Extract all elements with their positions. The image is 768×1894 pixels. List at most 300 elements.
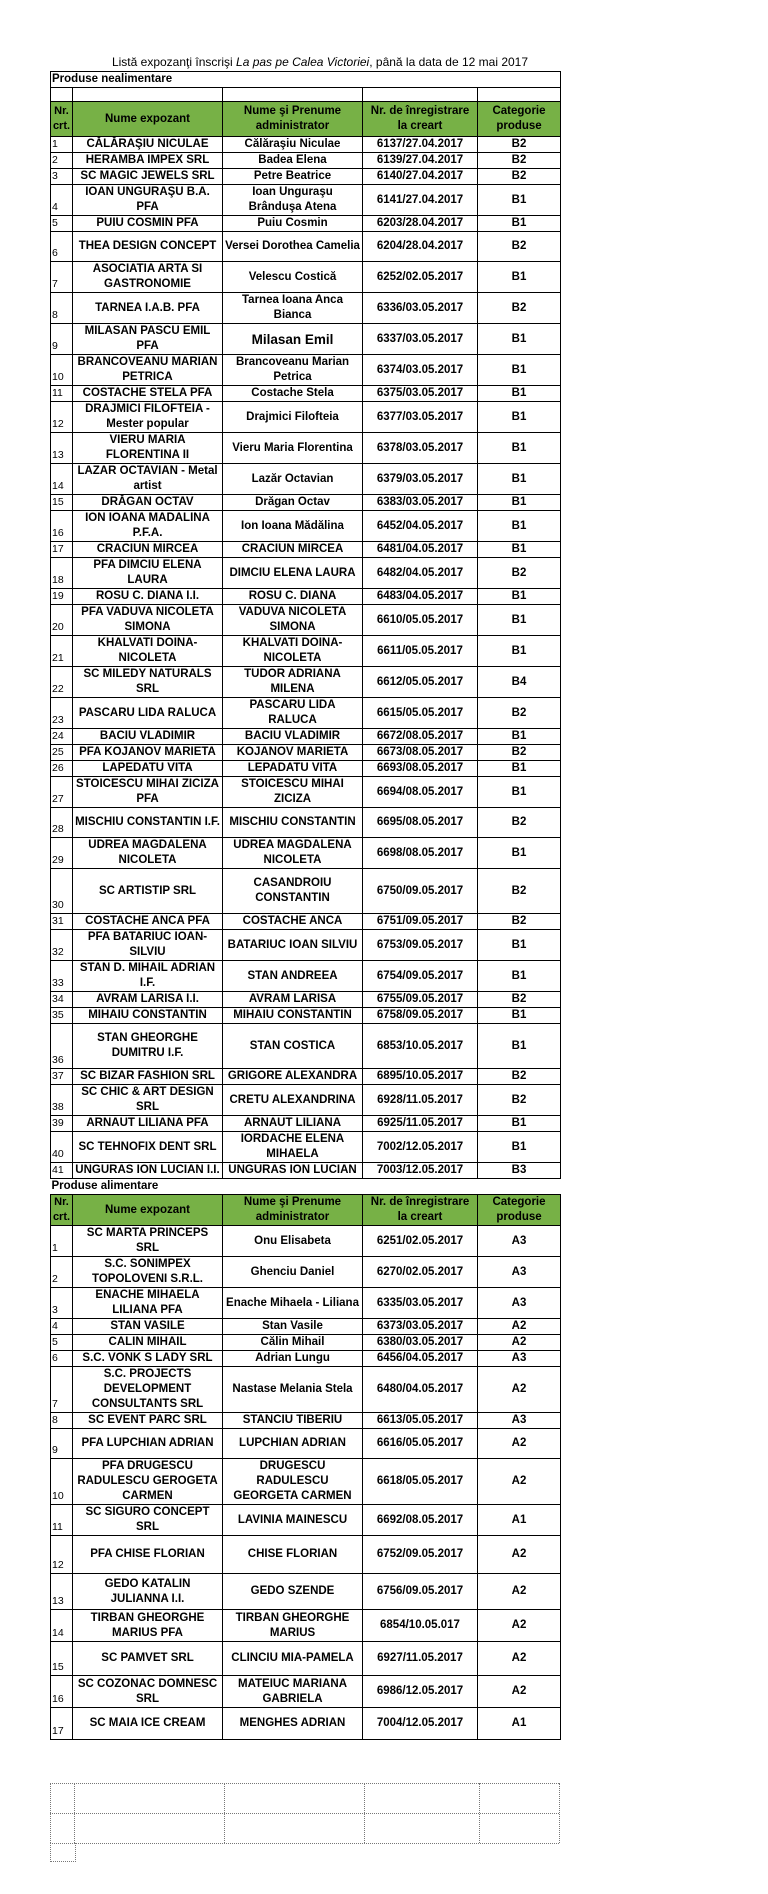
cell-admin: Velescu Costică bbox=[223, 262, 363, 293]
cell-nr: 3 bbox=[51, 1288, 73, 1319]
table-row bbox=[51, 1642, 561, 1676]
page-title bbox=[0, 55, 640, 69]
cell-nr: 41 bbox=[51, 1163, 73, 1179]
cell-nr: 6 bbox=[51, 232, 73, 262]
cell-name: STAN GHEORGHE DUMITRU I.F. bbox=[73, 1024, 223, 1069]
cell-reg: 6383/03.05.2017 bbox=[363, 495, 478, 511]
cell-nr: 39 bbox=[51, 1116, 73, 1132]
table-row bbox=[51, 402, 561, 433]
cell-cat: B2 bbox=[478, 558, 561, 589]
cell-reg: 6616/05.05.2017 bbox=[363, 1429, 478, 1459]
cell-name: TIRBAN GHEORGHE MARIUS PFA bbox=[73, 1610, 223, 1642]
cell-admin: UNGURAS ION LUCIAN bbox=[223, 1163, 363, 1179]
cell-reg: 6854/10.05.017 bbox=[363, 1610, 478, 1642]
table-row bbox=[51, 433, 561, 464]
cell-admin: CRACIUN MIRCEA bbox=[223, 542, 363, 558]
cell-reg: 6752/09.05.2017 bbox=[363, 1536, 478, 1574]
cell-nr: 19 bbox=[51, 589, 73, 605]
cell-reg: 6373/03.05.2017 bbox=[363, 1319, 478, 1335]
cell-nr: 9 bbox=[51, 1429, 73, 1459]
cell-nr: 10 bbox=[51, 1459, 73, 1505]
cell-admin: Călăraşiu Niculae bbox=[223, 137, 363, 153]
cell-admin: Lazăr Octavian bbox=[223, 464, 363, 495]
table-row bbox=[51, 992, 561, 1008]
cell-cat: B1 bbox=[478, 1024, 561, 1069]
table-row bbox=[51, 386, 561, 402]
cell-reg: 6379/03.05.2017 bbox=[363, 464, 478, 495]
cell-admin: Vieru Maria Florentina bbox=[223, 433, 363, 464]
cell-admin: Stan Vasile bbox=[223, 1319, 363, 1335]
cell-admin: BATARIUC IOAN SILVIU bbox=[223, 930, 363, 961]
cell-nr: 21 bbox=[51, 636, 73, 667]
cell-nr: 17 bbox=[51, 1708, 73, 1740]
cell-admin: Ion Ioana Mădălina bbox=[223, 511, 363, 542]
table-row bbox=[51, 1413, 561, 1429]
cell-nr: 23 bbox=[51, 698, 73, 729]
cell-name: HERAMBA IMPEX SRL bbox=[73, 153, 223, 169]
cell-name: PASCARU LIDA RALUCA bbox=[73, 698, 223, 729]
cell-reg: 7003/12.05.2017 bbox=[363, 1163, 478, 1179]
cell-admin: Tarnea Ioana Anca Bianca bbox=[223, 293, 363, 324]
table-nealimentare bbox=[50, 71, 561, 1179]
table-row bbox=[51, 1085, 561, 1116]
cell-reg: 6377/03.05.2017 bbox=[363, 402, 478, 433]
table-row bbox=[51, 667, 561, 698]
cell-name: PFA DIMCIU ELENA LAURA bbox=[73, 558, 223, 589]
cell-reg: 6481/04.05.2017 bbox=[363, 542, 478, 558]
cell-cat: B2 bbox=[478, 698, 561, 729]
table-row bbox=[51, 1505, 561, 1536]
cell-admin: CHISE FLORIAN bbox=[223, 1536, 363, 1574]
cell-nr: 2 bbox=[51, 1257, 73, 1288]
cell-admin: CRETU ALEXANDRINA bbox=[223, 1085, 363, 1116]
table-row bbox=[51, 1069, 561, 1085]
cell-reg: 6378/03.05.2017 bbox=[363, 433, 478, 464]
cell-reg: 6927/11.05.2017 bbox=[363, 1642, 478, 1676]
cell-name: SC SIGURO CONCEPT SRL bbox=[73, 1505, 223, 1536]
cell-name: PFA LUPCHIAN ADRIAN bbox=[73, 1429, 223, 1459]
cell-admin: STAN ANDREEA bbox=[223, 961, 363, 992]
cell-admin: Drăgan Octav bbox=[223, 495, 363, 511]
cell-name: ASOCIATIA ARTA SI GASTRONOMIE bbox=[73, 262, 223, 293]
cell-name: BACIU VLADIMIR bbox=[73, 729, 223, 745]
cell-name: ROSU C. DIANA I.I. bbox=[73, 589, 223, 605]
cell-name: STOICESCU MIHAI ZICIZA PFA bbox=[73, 777, 223, 808]
cell-reg: 6925/11.05.2017 bbox=[363, 1116, 478, 1132]
cell-name: MILASAN PASCU EMIL PFA bbox=[73, 324, 223, 355]
cell-nr: 20 bbox=[51, 605, 73, 636]
cell-nr: 31 bbox=[51, 914, 73, 930]
table-row bbox=[51, 808, 561, 838]
cell-admin: BACIU VLADIMIR bbox=[223, 729, 363, 745]
cell-reg: 6483/04.05.2017 bbox=[363, 589, 478, 605]
cell-reg: 6986/12.05.2017 bbox=[363, 1676, 478, 1708]
header-categorie: Categorie produse bbox=[478, 1195, 561, 1226]
cell-name: SC BIZAR FASHION SRL bbox=[73, 1069, 223, 1085]
cell-name: MISCHIU CONSTANTIN I.F. bbox=[73, 808, 223, 838]
cell-cat: A3 bbox=[478, 1413, 561, 1429]
cell-nr: 29 bbox=[51, 838, 73, 869]
table-row bbox=[51, 1024, 561, 1069]
cell-cat: B2 bbox=[478, 1069, 561, 1085]
cell-reg: 6756/09.05.2017 bbox=[363, 1574, 478, 1610]
cell-nr: 8 bbox=[51, 1413, 73, 1429]
cell-nr: 25 bbox=[51, 745, 73, 761]
table-row bbox=[51, 558, 561, 589]
title-suffix: , până la data de 12 mai 2017 bbox=[369, 55, 529, 69]
cell-reg: 6335/03.05.2017 bbox=[363, 1288, 478, 1319]
cell-admin: LEPADATU VITA bbox=[223, 761, 363, 777]
cell-cat: B1 bbox=[478, 495, 561, 511]
cell-admin: VADUVA NICOLETA SIMONA bbox=[223, 605, 363, 636]
cell-name: ARNAUT LILIANA PFA bbox=[73, 1116, 223, 1132]
cell-reg: 6141/27.04.2017 bbox=[363, 185, 478, 216]
cell-name: COSTACHE ANCA PFA bbox=[73, 914, 223, 930]
cell-admin: Nastase Melania Stela bbox=[223, 1367, 363, 1413]
table-row bbox=[51, 869, 561, 914]
cell-reg: 6758/09.05.2017 bbox=[363, 1008, 478, 1024]
cell-admin: CLINCIU MIA-PAMELA bbox=[223, 1642, 363, 1676]
spacer-cell bbox=[363, 88, 478, 102]
cell-reg: 6336/03.05.2017 bbox=[363, 293, 478, 324]
table-row bbox=[51, 1708, 561, 1740]
header-nr-inregistrare: Nr. de înregistrare la creart bbox=[363, 1195, 478, 1226]
cell-cat: B2 bbox=[478, 992, 561, 1008]
table-row bbox=[51, 1116, 561, 1132]
cell-cat: A2 bbox=[478, 1536, 561, 1574]
cell-admin: Costache Stela bbox=[223, 386, 363, 402]
table-row bbox=[51, 324, 561, 355]
table-row bbox=[51, 1008, 561, 1024]
table-row bbox=[51, 1459, 561, 1505]
cell-reg: 6693/08.05.2017 bbox=[363, 761, 478, 777]
cell-nr: 11 bbox=[51, 1505, 73, 1536]
cell-name: BRANCOVEANU MARIAN PETRICA bbox=[73, 355, 223, 386]
table-row bbox=[51, 511, 561, 542]
header-nume-administrator: Nume şi Prenume administrator bbox=[223, 1195, 363, 1226]
cell-admin: GEDO SZENDE bbox=[223, 1574, 363, 1610]
cell-cat: B2 bbox=[478, 745, 561, 761]
cell-reg: 6673/08.05.2017 bbox=[363, 745, 478, 761]
table-row bbox=[51, 1132, 561, 1163]
cell-cat: B1 bbox=[478, 761, 561, 777]
section-title: Produse nealimentare bbox=[51, 72, 561, 88]
cell-cat: A1 bbox=[478, 1505, 561, 1536]
cell-reg: 6380/03.05.2017 bbox=[363, 1335, 478, 1351]
table-row bbox=[51, 745, 561, 761]
cell-nr: 4 bbox=[51, 1319, 73, 1335]
spacer-cell bbox=[223, 88, 363, 102]
cell-admin: Onu Elisabeta bbox=[223, 1226, 363, 1257]
cell-nr: 24 bbox=[51, 729, 73, 745]
cell-cat: B1 bbox=[478, 589, 561, 605]
table-row bbox=[51, 589, 561, 605]
cell-name: S.C. VONK S LADY SRL bbox=[73, 1351, 223, 1367]
cell-admin: MATEIUC MARIANA GABRIELA bbox=[223, 1676, 363, 1708]
cell-reg: 6615/05.05.2017 bbox=[363, 698, 478, 729]
cell-reg: 6895/10.05.2017 bbox=[363, 1069, 478, 1085]
cell-reg: 7002/12.05.2017 bbox=[363, 1132, 478, 1163]
table-row bbox=[51, 1226, 561, 1257]
cell-cat: B1 bbox=[478, 1008, 561, 1024]
cell-cat: A3 bbox=[478, 1351, 561, 1367]
cell-cat: B3 bbox=[478, 1163, 561, 1179]
cell-admin: ROSU C. DIANA bbox=[223, 589, 363, 605]
cell-name: SC MILEDY NATURALS SRL bbox=[73, 667, 223, 698]
cell-nr: 1 bbox=[51, 137, 73, 153]
table-row bbox=[51, 495, 561, 511]
cell-reg: 6374/03.05.2017 bbox=[363, 355, 478, 386]
cell-reg: 6452/04.05.2017 bbox=[363, 511, 478, 542]
cell-nr: 13 bbox=[51, 1574, 73, 1610]
table-row bbox=[51, 698, 561, 729]
title-prefix: Listă expozanţi înscrişi bbox=[111, 55, 237, 69]
table-row bbox=[51, 1429, 561, 1459]
cell-cat: A2 bbox=[478, 1610, 561, 1642]
cell-cat: A2 bbox=[478, 1429, 561, 1459]
cell-reg: 6612/05.05.2017 bbox=[363, 667, 478, 698]
cell-nr: 5 bbox=[51, 216, 73, 232]
cell-reg: 6694/08.05.2017 bbox=[363, 777, 478, 808]
cell-reg: 6751/09.05.2017 bbox=[363, 914, 478, 930]
cell-cat: A2 bbox=[478, 1319, 561, 1335]
cell-cat: A3 bbox=[478, 1288, 561, 1319]
table-row bbox=[51, 232, 561, 262]
header-categorie: Categorie produse bbox=[478, 102, 561, 137]
cell-nr: 26 bbox=[51, 761, 73, 777]
cell-cat: B1 bbox=[478, 729, 561, 745]
cell-name: PFA BATARIUC IOAN-SILVIU bbox=[73, 930, 223, 961]
cell-name: SC ARTISTIP SRL bbox=[73, 869, 223, 914]
cell-name: STAN D. MIHAIL ADRIAN I.F. bbox=[73, 961, 223, 992]
cell-nr: 35 bbox=[51, 1008, 73, 1024]
cell-cat: B2 bbox=[478, 869, 561, 914]
cell-name: PUIU COSMIN PFA bbox=[73, 216, 223, 232]
cell-name: AVRAM LARISA I.I. bbox=[73, 992, 223, 1008]
table-row bbox=[51, 185, 561, 216]
header-nr-crt: Nr. crt. bbox=[51, 102, 73, 137]
cell-name: VIERU MARIA FLORENTINA II bbox=[73, 433, 223, 464]
table-row bbox=[51, 1676, 561, 1708]
cell-admin: GRIGORE ALEXANDRA bbox=[223, 1069, 363, 1085]
cell-nr: 15 bbox=[51, 495, 73, 511]
cell-cat: B1 bbox=[478, 402, 561, 433]
cell-admin: COSTACHE ANCA bbox=[223, 914, 363, 930]
cell-nr: 18 bbox=[51, 558, 73, 589]
cell-cat: B1 bbox=[478, 262, 561, 293]
cell-name: MIHAIU CONSTANTIN bbox=[73, 1008, 223, 1024]
cell-reg: 6456/04.05.2017 bbox=[363, 1351, 478, 1367]
cell-name: TARNEA I.A.B. PFA bbox=[73, 293, 223, 324]
spacer-cell bbox=[73, 88, 223, 102]
cell-nr: 8 bbox=[51, 293, 73, 324]
cell-cat: A2 bbox=[478, 1676, 561, 1708]
cell-admin: Milasan Emil bbox=[223, 324, 363, 355]
cell-cat: B1 bbox=[478, 185, 561, 216]
cell-reg: 7004/12.05.2017 bbox=[363, 1708, 478, 1740]
cell-reg: 6139/27.04.2017 bbox=[363, 153, 478, 169]
cell-name: SC COZONAC DOMNESC SRL bbox=[73, 1676, 223, 1708]
cell-nr: 11 bbox=[51, 386, 73, 402]
cell-nr: 5 bbox=[51, 1335, 73, 1351]
cell-admin: MIHAIU CONSTANTIN bbox=[223, 1008, 363, 1024]
cell-name: DRĂGAN OCTAV bbox=[73, 495, 223, 511]
cell-reg: 6251/02.05.2017 bbox=[363, 1226, 478, 1257]
cell-cat: B1 bbox=[478, 511, 561, 542]
cell-reg: 6140/27.04.2017 bbox=[363, 169, 478, 185]
cell-nr: 36 bbox=[51, 1024, 73, 1069]
cell-nr: 27 bbox=[51, 777, 73, 808]
cell-cat: B1 bbox=[478, 961, 561, 992]
cell-admin: TIRBAN GHEORGHE MARIUS bbox=[223, 1610, 363, 1642]
cell-reg: 6613/05.05.2017 bbox=[363, 1413, 478, 1429]
cell-reg: 6252/02.05.2017 bbox=[363, 262, 478, 293]
table-row bbox=[51, 216, 561, 232]
cell-admin: Călin Mihail bbox=[223, 1335, 363, 1351]
cell-nr: 17 bbox=[51, 542, 73, 558]
cell-name: COSTACHE STELA PFA bbox=[73, 386, 223, 402]
cell-nr: 7 bbox=[51, 1367, 73, 1413]
cell-nr: 34 bbox=[51, 992, 73, 1008]
cell-admin: Puiu Cosmin bbox=[223, 216, 363, 232]
cell-cat: B2 bbox=[478, 1085, 561, 1116]
table-row bbox=[51, 1351, 561, 1367]
table-row bbox=[51, 1257, 561, 1288]
cell-nr: 12 bbox=[51, 1536, 73, 1574]
cell-admin: DIMCIU ELENA LAURA bbox=[223, 558, 363, 589]
cell-nr: 37 bbox=[51, 1069, 73, 1085]
cell-name: SC PAMVET SRL bbox=[73, 1642, 223, 1676]
cell-admin: Adrian Lungu bbox=[223, 1351, 363, 1367]
cell-name: GEDO KATALIN JULIANNA I.I. bbox=[73, 1574, 223, 1610]
cell-admin: Ioan Unguraşu Brânduşa Atena bbox=[223, 185, 363, 216]
cell-cat: B2 bbox=[478, 808, 561, 838]
cell-nr: 30 bbox=[51, 869, 73, 914]
cell-admin: LAVINIA MAINESCU bbox=[223, 1505, 363, 1536]
cell-reg: 6754/09.05.2017 bbox=[363, 961, 478, 992]
cell-admin: Brancoveanu Marian Petrica bbox=[223, 355, 363, 386]
cell-cat: B1 bbox=[478, 464, 561, 495]
cell-name: S.C. SONIMPEX TOPOLOVENI S.R.L. bbox=[73, 1257, 223, 1288]
cell-name: ENACHE MIHAELA LILIANA PFA bbox=[73, 1288, 223, 1319]
table-row bbox=[51, 355, 561, 386]
cell-nr: 12 bbox=[51, 402, 73, 433]
cell-name: SC MAIA ICE CREAM bbox=[73, 1708, 223, 1740]
cell-cat: B4 bbox=[478, 667, 561, 698]
cell-admin: STOICESCU MIHAI ZICIZA bbox=[223, 777, 363, 808]
cell-nr: 1 bbox=[51, 1226, 73, 1257]
cell-nr: 28 bbox=[51, 808, 73, 838]
cell-reg: 6853/10.05.2017 bbox=[363, 1024, 478, 1069]
cell-cat: B1 bbox=[478, 605, 561, 636]
cell-reg: 6618/05.05.2017 bbox=[363, 1459, 478, 1505]
cell-nr: 16 bbox=[51, 511, 73, 542]
cell-admin: MENGHES ADRIAN bbox=[223, 1708, 363, 1740]
cell-reg: 6672/08.05.2017 bbox=[363, 729, 478, 745]
cell-name: SC EVENT PARC SRL bbox=[73, 1413, 223, 1429]
cell-cat: B1 bbox=[478, 636, 561, 667]
cell-name: CALIN MIHAIL bbox=[73, 1335, 223, 1351]
cell-name: SC CHIC & ART DESIGN SRL bbox=[73, 1085, 223, 1116]
cell-name: DRAJMICI FILOFTEIA - Mester popular bbox=[73, 402, 223, 433]
cell-nr: 16 bbox=[51, 1676, 73, 1708]
table-row bbox=[51, 464, 561, 495]
cell-reg: 6137/27.04.2017 bbox=[363, 137, 478, 153]
cell-admin: DRUGESCU RADULESCU GEORGETA CARMEN bbox=[223, 1459, 363, 1505]
cell-cat: A2 bbox=[478, 1642, 561, 1676]
header-nr-inregistrare: Nr. de înregistrare la creart bbox=[363, 102, 478, 137]
cell-nr: 10 bbox=[51, 355, 73, 386]
table-row bbox=[51, 1367, 561, 1413]
cell-nr: 14 bbox=[51, 464, 73, 495]
spacer-cell bbox=[478, 88, 561, 102]
cell-admin: Badea Elena bbox=[223, 153, 363, 169]
cell-reg: 6203/28.04.2017 bbox=[363, 216, 478, 232]
cell-nr: 15 bbox=[51, 1642, 73, 1676]
cell-cat: B2 bbox=[478, 137, 561, 153]
cell-reg: 6270/02.05.2017 bbox=[363, 1257, 478, 1288]
cell-reg: 6204/28.04.2017 bbox=[363, 232, 478, 262]
table-row bbox=[51, 1335, 561, 1351]
table-alimentare bbox=[50, 1179, 561, 1740]
cell-name: LAZAR OCTAVIAN - Metal artist bbox=[73, 464, 223, 495]
cell-reg: 6375/03.05.2017 bbox=[363, 386, 478, 402]
cell-nr: 7 bbox=[51, 262, 73, 293]
cell-reg: 6480/04.05.2017 bbox=[363, 1367, 478, 1413]
table-row bbox=[51, 838, 561, 869]
header-nume-expozant: Nume expozant bbox=[73, 1195, 223, 1226]
cell-reg: 6928/11.05.2017 bbox=[363, 1085, 478, 1116]
table-row bbox=[51, 761, 561, 777]
section-title: Produse alimentare bbox=[51, 1180, 159, 1192]
cell-nr: 6 bbox=[51, 1351, 73, 1367]
cell-reg: 6611/05.05.2017 bbox=[363, 636, 478, 667]
cell-name: S.C. PROJECTS DEVELOPMENT CONSULTANTS SRL bbox=[73, 1367, 223, 1413]
cell-nr: 14 bbox=[51, 1610, 73, 1642]
cell-cat: A2 bbox=[478, 1459, 561, 1505]
cell-cat: A2 bbox=[478, 1367, 561, 1413]
table-row bbox=[51, 169, 561, 185]
table-row bbox=[51, 1610, 561, 1642]
cell-cat: B2 bbox=[478, 293, 561, 324]
cell-name: SC TEHNOFIX DENT SRL bbox=[73, 1132, 223, 1163]
cell-nr: 22 bbox=[51, 667, 73, 698]
table-header bbox=[51, 102, 561, 137]
table-row bbox=[51, 542, 561, 558]
cell-name: PFA CHISE FLORIAN bbox=[73, 1536, 223, 1574]
cell-cat: B1 bbox=[478, 355, 561, 386]
cell-name: UNGURAS ION LUCIAN I.I. bbox=[73, 1163, 223, 1179]
cell-cat: A3 bbox=[478, 1226, 561, 1257]
cell-reg: 6755/09.05.2017 bbox=[363, 992, 478, 1008]
table-row bbox=[51, 1288, 561, 1319]
cell-nr: 40 bbox=[51, 1132, 73, 1163]
cell-nr: 33 bbox=[51, 961, 73, 992]
header-nr-crt: Nr. crt. bbox=[51, 1195, 73, 1226]
header-nume-expozant: Nume expozant bbox=[73, 102, 223, 137]
cell-name: ION IOANA MADALINA P.F.A. bbox=[73, 511, 223, 542]
cell-cat: B1 bbox=[478, 838, 561, 869]
cell-name: IOAN UNGURAŞU B.A. PFA bbox=[73, 185, 223, 216]
cell-nr: 2 bbox=[51, 153, 73, 169]
cell-nr: 3 bbox=[51, 169, 73, 185]
table-row bbox=[51, 777, 561, 808]
cell-admin: IORDACHE ELENA MIHAELA bbox=[223, 1132, 363, 1163]
cell-cat: B2 bbox=[478, 153, 561, 169]
cell-reg: 6695/08.05.2017 bbox=[363, 808, 478, 838]
cell-name: CĂLĂRAŞIU NICULAE bbox=[73, 137, 223, 153]
cell-name: THEA DESIGN CONCEPT bbox=[73, 232, 223, 262]
